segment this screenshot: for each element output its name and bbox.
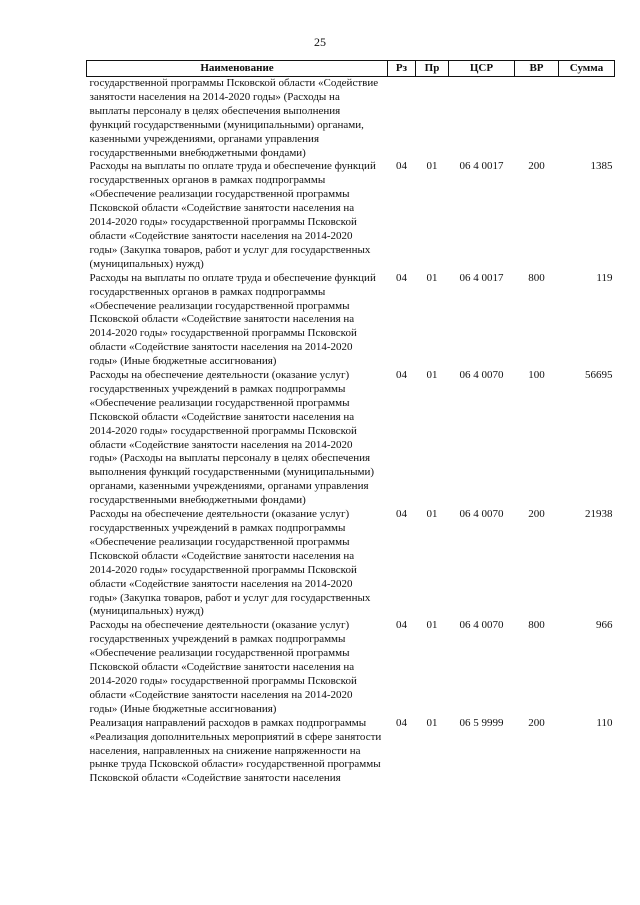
row-csr (449, 77, 515, 161)
row-rz: 04 (396, 160, 407, 173)
row-csr: 06 4 0017 (459, 160, 504, 173)
row-csr: 06 4 0070 (459, 508, 504, 521)
row-rz: 04 (396, 271, 407, 284)
row-csr: 06 5 9999 (459, 716, 504, 729)
row-vr: 800 (528, 271, 545, 284)
header-rz: Рз (388, 61, 416, 77)
row-pr (416, 77, 449, 161)
row-name: Расходы на обеспечение деятельности (оказание услуг) государственных учреждений в рамках подпрограммы «Обеспечение реализации государственной программы Псковской области «Содействие занятости населения на 2014-2020 годы» государственной программы Псковской области «Содействие занятости населения на 2014-2020 годы» (Закупка товаров, работ и услуг для государственных (муниципальных) нужд) (89, 508, 371, 618)
row-pr: 01 (426, 619, 438, 632)
row-rz: 04 (396, 716, 407, 729)
row-name: государственной программы Псковской области «Содействие занятости населения на 2014-2020 годы» (Расходы на выплаты персоналу в целях обеспечения выполнения функций государственными (муниципальными) органами, казенными учреждениями, органами управления государственными внебюджетными фондами) (89, 77, 379, 159)
table-row (87, 160, 615, 271)
row-name: Реализация направлений расходов в рамках подпрограммы «Реализация дополнительных мероприятий в сфере занятости населения, направленных на снижение напряженности на рынке труда Псковской области» государственной программы Псковской области «Содействие занятости населения (89, 716, 382, 785)
row-name: Расходы на обеспечение деятельности (оказание услуг) государственных учреждений в рамках подпрограммы «Обеспечение реализации государственной программы Псковской области «Содействие занятости населения на 2014-2020 годы» государственной программы Псковской области «Содействие занятости населения на 2014-2020 годы» (Иные бюджетные ассигнования) (89, 619, 357, 715)
table-row (87, 77, 615, 161)
row-csr: 06 4 0017 (459, 271, 504, 284)
row-rz: 04 (396, 369, 407, 382)
row-pr: 01 (426, 271, 438, 284)
header-vr: ВР (515, 61, 559, 77)
row-vr: 200 (528, 716, 545, 729)
row-pr: 01 (426, 508, 438, 521)
row-sum: 119 (596, 271, 613, 284)
row-rz (388, 77, 416, 161)
row-vr: 100 (528, 369, 545, 382)
header-csr: ЦСР (449, 61, 515, 77)
row-csr: 06 4 0070 (459, 619, 504, 632)
header-name: Наименование (87, 61, 388, 77)
table-row (87, 717, 615, 787)
row-rz: 04 (396, 508, 407, 521)
row-vr: 200 (528, 160, 545, 173)
table-row (87, 619, 615, 716)
row-csr: 06 4 0070 (459, 369, 504, 382)
row-sum: 110 (596, 716, 613, 729)
row-name: Расходы на выплаты по оплате труда и обеспечение функций государственных органов в рамках подпрограммы «Обеспечение реализации государственной программы Псковской области «Содействие занятости населения на 2014-2020 годы» государственной программы Псковской области «Содействие занятости населения на 2014-2020 годы» (Закупка товаров, работ и услуг для государственных (муниципальных) нужд) (89, 160, 376, 270)
row-vr: 200 (528, 508, 545, 521)
row-sum: 21938 (585, 508, 613, 521)
row-sum (559, 77, 615, 161)
row-vr: 800 (528, 619, 545, 632)
row-sum: 966 (596, 619, 613, 632)
table-row (87, 369, 615, 508)
row-rz: 04 (396, 619, 407, 632)
header-pr: Пр (416, 61, 449, 77)
page-number: 25 (314, 35, 326, 49)
row-name: Расходы на обеспечение деятельности (оказание услуг) государственных учреждений в рамках подпрограммы «Обеспечение реализации государственной программы Псковской области «Содействие занятости населения на 2014-2020 годы» государственной программы Псковской области «Содействие занятости населения на 2014-2020 годы» (Расходы на выплаты персоналу в целях обеспечения выполнения функций государственными (муниципальными) органами, казенными учреждениями, органами управления государственными внебюджетными фондами) (89, 369, 374, 507)
table-header-row (87, 61, 615, 77)
row-pr: 01 (426, 160, 438, 173)
row-sum: 56695 (585, 369, 613, 382)
budget-table (86, 60, 615, 786)
table-row (87, 272, 615, 369)
row-sum: 1385 (590, 160, 613, 173)
row-vr (515, 77, 559, 161)
row-pr: 01 (426, 716, 438, 729)
table-row (87, 508, 615, 619)
row-name: Расходы на выплаты по оплате труда и обеспечение функций государственных органов в рамках подпрограммы «Обеспечение реализации государственной программы Псковской области «Содействие занятости населения на 2014-2020 годы» государственной программы Псковской области «Содействие занятости населения на 2014-2020 годы» (Иные бюджетные ассигнования) (89, 271, 376, 368)
row-pr: 01 (426, 369, 438, 382)
header-sum: Сумма (559, 61, 615, 77)
